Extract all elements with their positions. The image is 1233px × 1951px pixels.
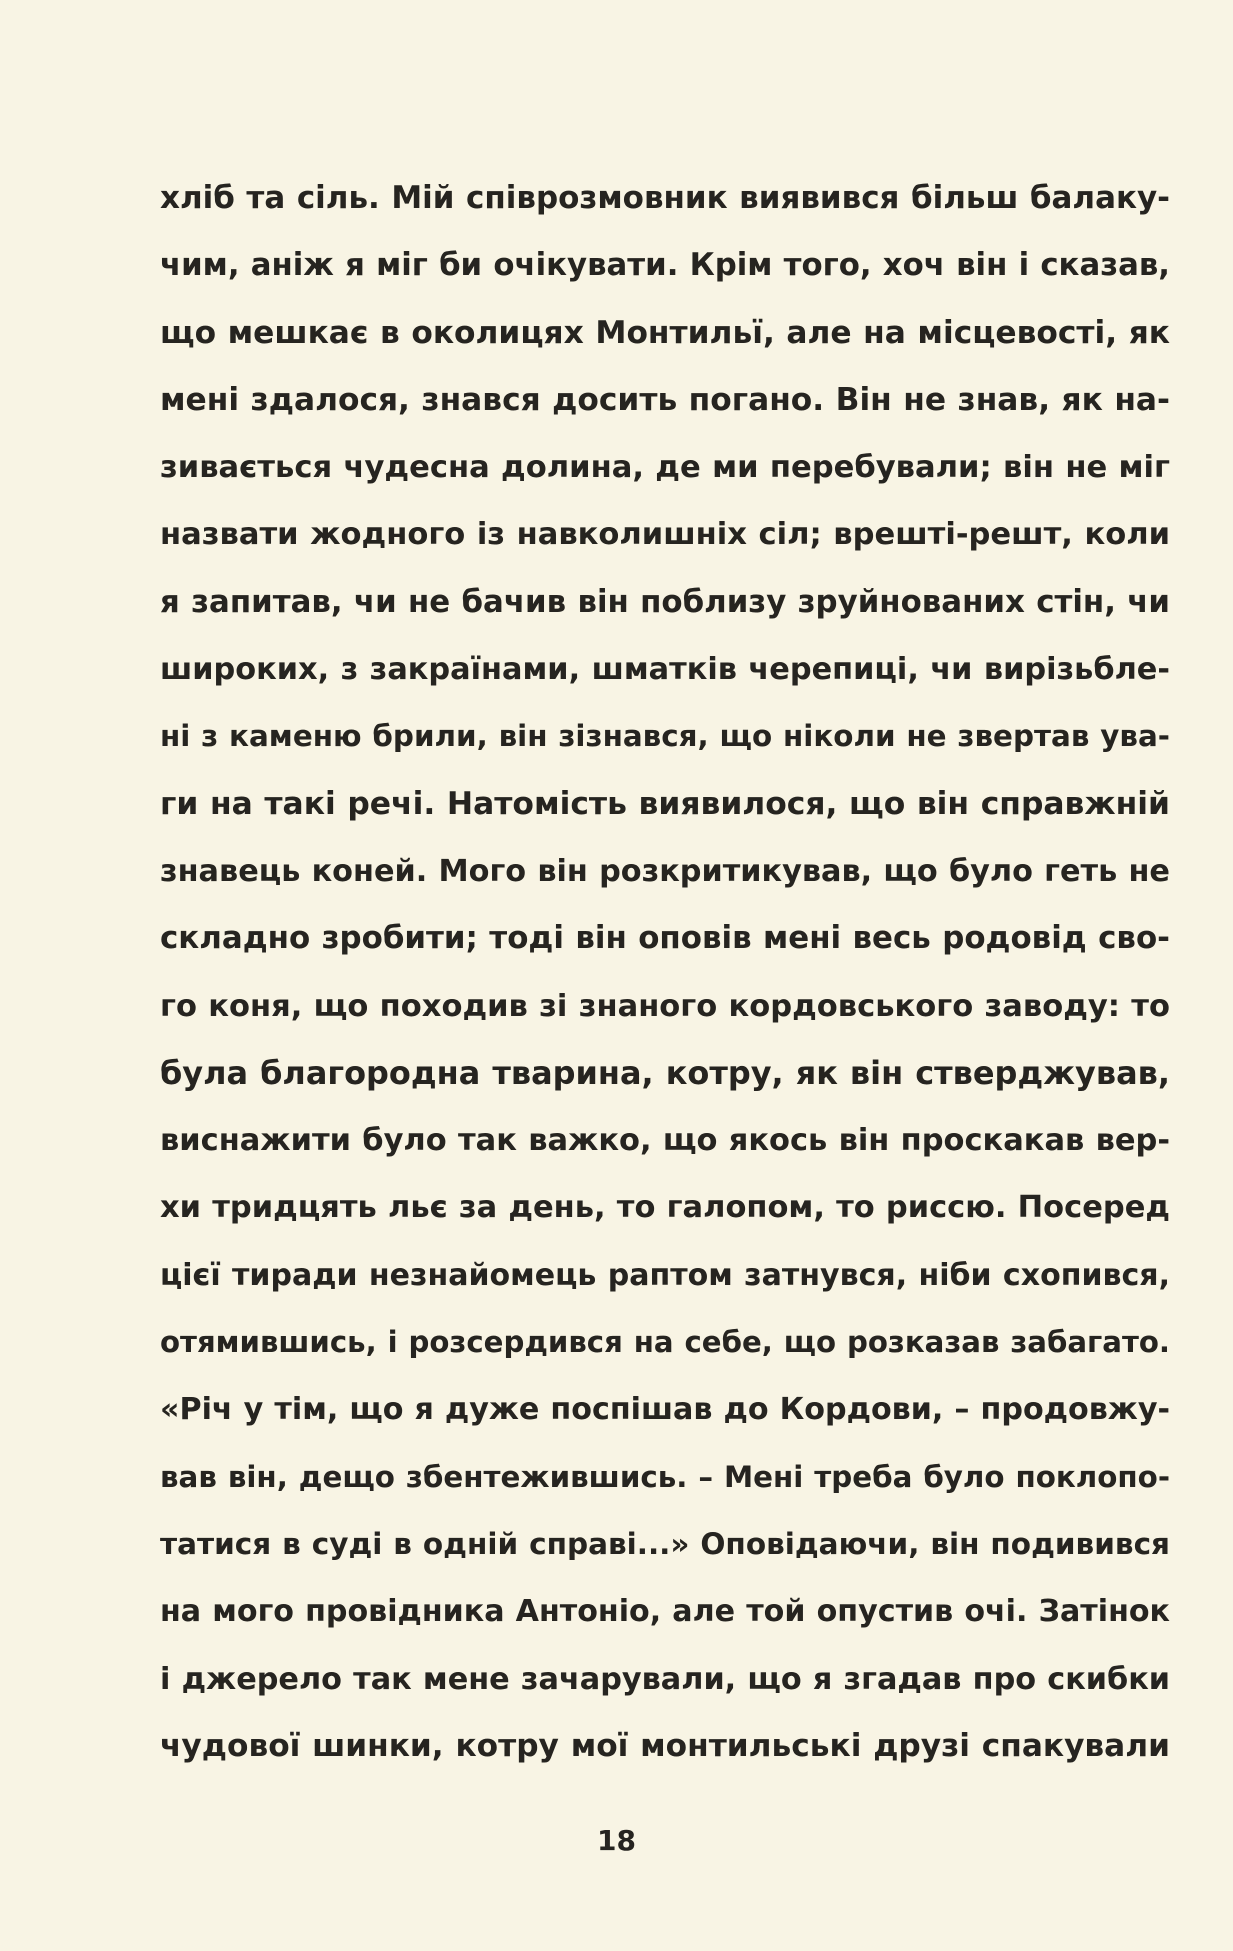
text-line: отямившись, і розсердився на себе, що розказав забагато. [160,1325,1170,1360]
text-line: зивається чудесна долина, де ми перебували; він не міг [160,450,1170,486]
text-line: мені здалося, знався досить погано. Він не знав, як на- [160,381,1170,418]
text-line: складно зробити; тоді він оповів мені весь родовід сво- [160,920,1170,957]
body-text [160,165,1170,1780]
text-line: чим, аніж я міг би очікувати. Крім того, хоч він і сказав, [160,247,1170,284]
text-line: цієї тиради незнайомець раптом затнувся, ніби схопився, [160,1257,1170,1293]
text-line: го коня, що походив зі знаного кордовського заводу: то [160,988,1170,1024]
text-line: вав він, дещо збентежившись. – Мені треба було поклопо- [160,1459,1170,1494]
text-line: ги на такі речі. Натомість виявилося, що він справжній [160,785,1170,822]
text-line: на мого провідника Антоніо, але той опустив очі. Затінок [160,1594,1170,1630]
page-number: 18 [597,1824,636,1857]
text-line: широких, з закраїнами, шматків черепиці, чи вирізьбле- [160,652,1170,688]
text-line: знавець коней. Мого він розкритикував, що було геть не [160,853,1170,889]
text-line: назвати жодного із навколишніх сіл; врешті-решт, коли [160,517,1170,553]
text-line: я запитав, чи не бачив він поблизу зруйнованих стін, чи [160,583,1170,620]
text-line: хліб та сіль. Мій співрозмовник виявився більш балаку- [160,180,1170,216]
text-line: ні з каменю брили, він зізнався, що ніколи не звертав ува- [160,719,1170,754]
text-line: «Річ у тім, що я дуже поспішав до Кордови, – продовжу- [160,1392,1170,1428]
text-line: виснажити було так важко, що якось він проскакав вер- [160,1123,1170,1159]
text-line: що мешкає в околицях Монтильї, але на місцевості, як [160,314,1170,351]
text-line: чудової шинки, котру мої монтильські друзі спакували [160,1727,1170,1764]
text-line: і джерело так мене зачарували, що я згадав про скибки [160,1661,1170,1697]
text-line: татися в суді в одній справі...» Оповідаючи, він подивився [160,1526,1170,1561]
text-line: була благородна тварина, котру, як він стверджував, [160,1053,1170,1092]
text-line: хи тридцять льє за день, то галопом, то риссю. Посеред [160,1190,1170,1226]
